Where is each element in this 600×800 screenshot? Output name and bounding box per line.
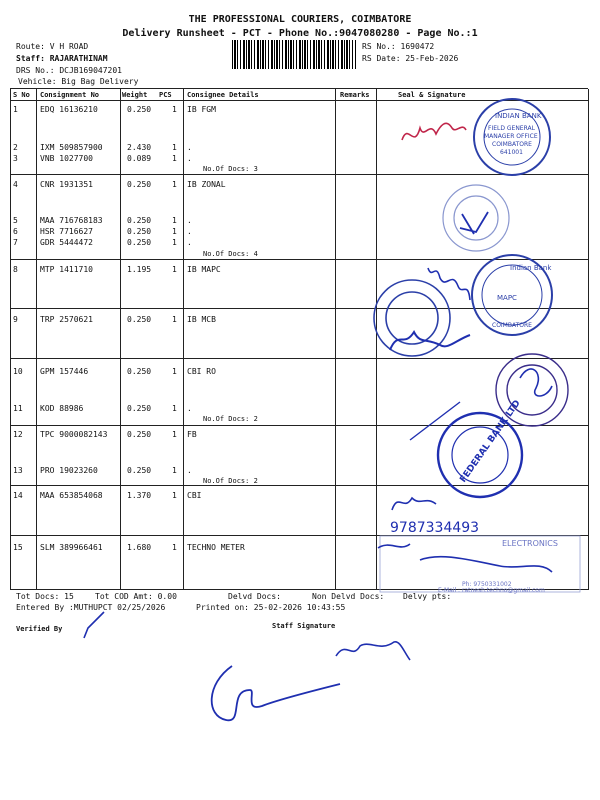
non-delvd-docs: Non Delvd Docs: <box>312 592 385 601</box>
row-consignee: IB MCB <box>187 315 216 324</box>
row-consignee: CBI RO <box>187 367 216 376</box>
red-signature <box>402 123 466 140</box>
row-consignment: VNB 1027700 <box>40 154 93 163</box>
row-sno: 1 <box>13 105 18 114</box>
route-label: Route: V H ROAD <box>16 42 89 51</box>
verified-tick <box>84 612 104 638</box>
blue-signature <box>428 268 470 300</box>
row-weight: 0.250 <box>127 315 152 324</box>
row-consignment: TRP 2570621 <box>40 315 93 324</box>
staff-label: Staff: RAJARATHINAM <box>16 54 108 63</box>
row-consignment: MTP 1411710 <box>40 265 93 274</box>
row-sno: 14 <box>13 491 23 500</box>
row-pcs: 1 <box>172 543 177 552</box>
row-sno: 4 <box>13 180 18 189</box>
row-consignment: SLM 389966461 <box>40 543 103 552</box>
row-sno: 15 <box>13 543 23 552</box>
row-sno: 6 <box>13 227 18 236</box>
row-sno: 2 <box>13 143 18 152</box>
row-pcs: 1 <box>172 430 177 439</box>
row-pcs: 1 <box>172 466 177 475</box>
row-sno: 5 <box>13 216 18 225</box>
row-weight: 0.250 <box>127 430 152 439</box>
stamp-text: MANAGER OFFICE <box>484 133 538 140</box>
row-sno: 7 <box>13 238 18 247</box>
blue-signature <box>378 544 552 572</box>
blue-signature <box>460 212 488 234</box>
entered-by: Entered By :MUTHUPCT 02/25/2026 <box>16 603 166 612</box>
row-weight: 0.250 <box>127 216 152 225</box>
delivery-points: Delvy pts: <box>403 592 452 601</box>
row-pcs: 1 <box>172 216 177 225</box>
row-pcs: 1 <box>172 265 177 274</box>
row-pcs: 1 <box>172 180 177 189</box>
blue-signature <box>520 369 552 396</box>
staff-signature <box>212 666 340 720</box>
row-pcs: 1 <box>172 227 177 236</box>
stamp-text: COIMBATORE <box>492 141 532 148</box>
row-weight: 0.089 <box>127 154 152 163</box>
row-pcs: 1 <box>172 315 177 324</box>
row-consignee: IB MAPC <box>187 265 221 274</box>
stamp-text: COIMBATORE <box>492 322 532 329</box>
row-pcs: 1 <box>172 367 177 376</box>
blue-signature <box>392 498 436 510</box>
staff-signature-label: Staff Signature <box>272 622 336 630</box>
row-weight: 2.430 <box>127 143 152 152</box>
rs-date: RS Date: 25-Feb-2026 <box>362 54 459 63</box>
no-of-docs: No.Of Docs: 2 <box>203 415 258 423</box>
row-consignment: KOD 88986 <box>40 404 84 413</box>
col-consignee: Consignee Details <box>187 91 259 99</box>
handwritten-phone: 9787334493 <box>390 520 480 536</box>
col-weight: Weight <box>122 91 148 99</box>
row-weight: 1.195 <box>127 265 152 274</box>
row-weight: 0.250 <box>127 180 152 189</box>
row-consignment: HSR 7716627 <box>40 227 93 236</box>
stamp-text: FIELD GENERAL <box>488 125 535 132</box>
row-consignee: . <box>187 404 192 413</box>
row-weight: 1.680 <box>127 543 152 552</box>
row-pcs: 1 <box>172 154 177 163</box>
drs-number: DRS No.: DCJB169047201 <box>16 66 122 75</box>
row-pcs: 1 <box>172 404 177 413</box>
row-pcs: 1 <box>172 105 177 114</box>
row-pcs: 1 <box>172 238 177 247</box>
row-consignee: . <box>187 238 192 247</box>
col-remarks: Remarks <box>340 91 370 99</box>
stamp-text: FEDERAL BANK LTD <box>458 398 523 485</box>
col-pcs: PCS <box>159 91 172 99</box>
row-weight: 0.250 <box>127 105 152 114</box>
row-sno: 11 <box>13 404 23 413</box>
row-sno: 3 <box>13 154 18 163</box>
tot-cod-amt: Tot COD Amt: 0.00 <box>95 592 177 601</box>
row-sno: 10 <box>13 367 23 376</box>
stamp-text: Ph: 9750331002 <box>462 581 512 588</box>
row-weight: 0.250 <box>127 466 152 475</box>
row-consignee: . <box>187 227 192 236</box>
blue-signature <box>390 332 470 350</box>
row-consignment: GPM 157446 <box>40 367 89 376</box>
stamp-text: ELECTRONICS <box>502 539 558 548</box>
row-consignee: . <box>187 216 192 225</box>
row-sno: 9 <box>13 315 18 324</box>
row-pcs: 1 <box>172 143 177 152</box>
stamp-text: INDIAN BANK <box>495 112 542 120</box>
row-pcs: 1 <box>172 491 177 500</box>
row-consignee: . <box>187 466 192 475</box>
no-of-docs: No.Of Docs: 4 <box>203 250 258 258</box>
no-of-docs: No.Of Docs: 2 <box>203 477 258 485</box>
row-consignment: MAA 716768183 <box>40 216 103 225</box>
delvd-docs: Delvd Docs: <box>228 592 281 601</box>
row-consignee: IB ZONAL <box>187 180 226 189</box>
row-consignment: MAA 653854068 <box>40 491 103 500</box>
row-weight: 0.250 <box>127 367 152 376</box>
row-consignment: IXM 509857900 <box>40 143 103 152</box>
col-seal-signature: Seal & Signature <box>398 91 466 99</box>
row-consignee: IB FGM <box>187 105 216 114</box>
row-consignment: GDR 5444472 <box>40 238 93 247</box>
no-of-docs: No.Of Docs: 3 <box>203 165 258 173</box>
row-consignment: CNR 1931351 <box>40 180 93 189</box>
row-sno: 12 <box>13 430 23 439</box>
tot-docs: Tot Docs: 15 <box>16 592 74 601</box>
row-consignee: FB <box>187 430 197 439</box>
printed-on: Printed on: 25-02-2026 10:43:55 <box>196 603 346 612</box>
row-sno: 8 <box>13 265 18 274</box>
row-weight: 1.370 <box>127 491 152 500</box>
pen-stroke <box>410 402 460 440</box>
row-consignment: EDQ 16136210 <box>40 105 98 114</box>
stamp-text: E-Mail : ratnesh.techno@gmail.com <box>438 587 545 594</box>
rs-number: RS No.: 1690472 <box>362 42 435 51</box>
row-consignment: TPC 9000082143 <box>40 430 108 439</box>
col-consignment: Consignment No <box>40 91 100 99</box>
row-weight: 0.250 <box>127 238 152 247</box>
row-weight: 0.250 <box>127 227 152 236</box>
stamp-text: Indian Bank <box>510 264 552 272</box>
row-weight: 0.250 <box>127 404 152 413</box>
company-title: THE PROFESSIONAL COURIERS, COIMBATORE <box>188 14 412 25</box>
row-consignment: PRO 19023260 <box>40 466 98 475</box>
row-consignee: TECHNO METER <box>187 543 245 552</box>
verified-by: Verified By <box>16 625 63 633</box>
row-consignee: CBI <box>187 491 202 500</box>
vehicle-label: Vehicle: Big Bag Delivery <box>18 77 139 86</box>
col-sno: S No <box>13 91 30 99</box>
runsheet-subtitle: Delivery Runsheet - PCT - Phone No.:9047080280 - Page No.:1 <box>122 28 478 39</box>
stamp-text: MAPC <box>497 294 517 302</box>
stamp-text: 641001 <box>500 149 523 156</box>
row-sno: 13 <box>13 466 23 475</box>
staff-signature <box>336 642 410 660</box>
row-consignee: . <box>187 143 192 152</box>
row-consignee: . <box>187 154 192 163</box>
faint-bank-stamp <box>443 185 509 251</box>
